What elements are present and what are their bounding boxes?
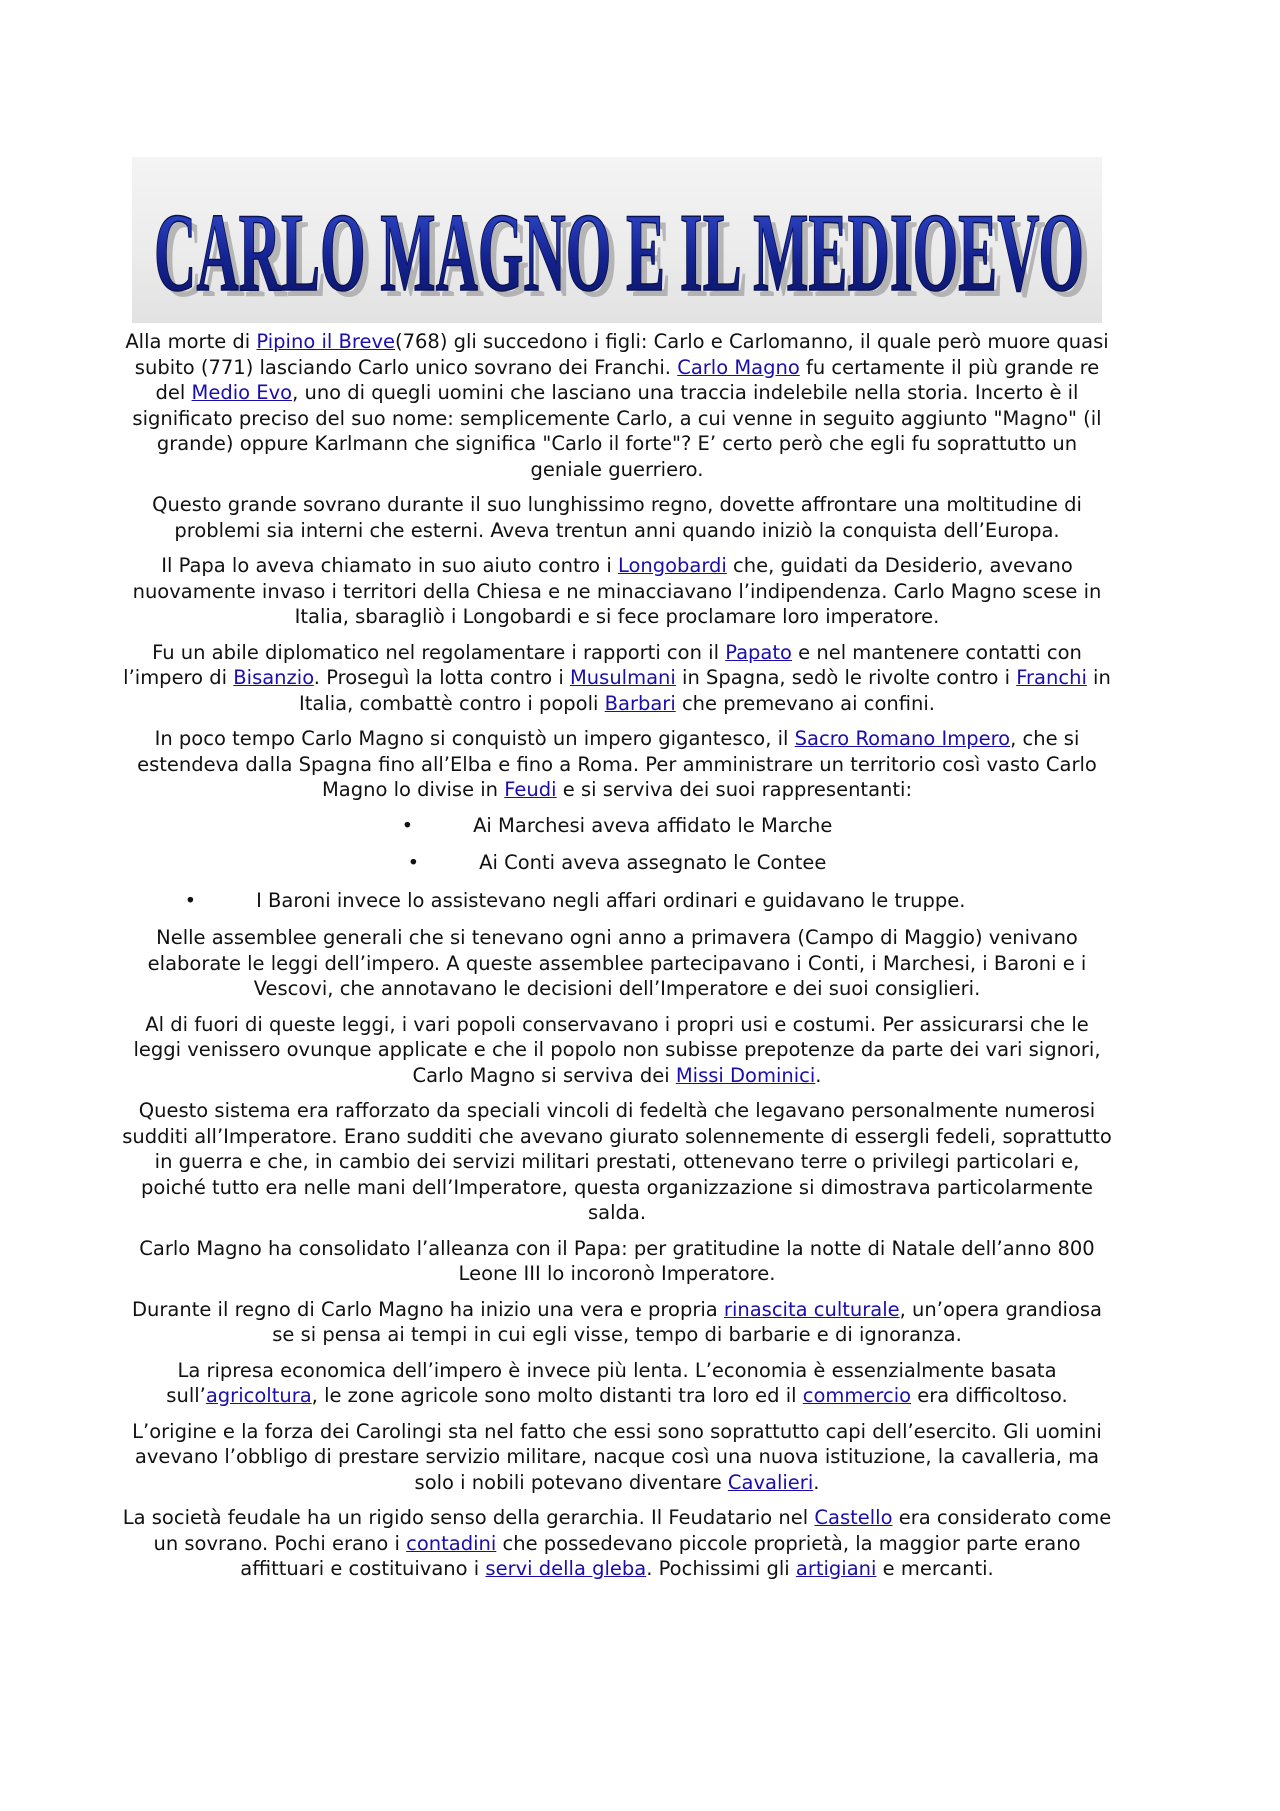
text: , un’opera grandiosa se si pensa ai tempi in cui egli visse, tempo di barbarie e di ignoranza. (272, 1297, 1102, 1346)
text: e nel mantenere contatti con l’impero di (123, 640, 1082, 689)
link-contadini[interactable]: contadini (406, 1531, 497, 1555)
link-franchi[interactable]: Franchi (1016, 666, 1087, 689)
text: Durante il regno di Carlo Magno ha inizio una vera e propria (132, 1297, 724, 1321)
list-item-text: I Baroni invece lo assistevano negli affari ordinari e guidavano le truppe. (256, 888, 966, 912)
link-barbari[interactable]: Barbari (604, 691, 676, 715)
banner-title-shadow: CARLO MAGNO E IL MEDIOEVO (160, 197, 1090, 321)
bullet-list (120, 813, 1114, 914)
list-item (78, 888, 1072, 914)
text: . (815, 1063, 822, 1087)
paragraph-10 (120, 1297, 1114, 1348)
text: era difficoltoso. (911, 1384, 1068, 1407)
link-feudi[interactable]: Feudi (504, 778, 557, 801)
text: e si serviva dei suoi rappresentanti: (556, 778, 913, 801)
text: in Spagna, sedò le rivolte contro i (675, 666, 1017, 689)
text: che possedevano piccole proprietà, la maggior parte erano affittuari e costituivano i (240, 1531, 1081, 1580)
link-castello[interactable]: Castello (814, 1506, 893, 1529)
bullet-icon: • (407, 851, 420, 874)
paragraph-1 (120, 329, 1114, 482)
link-missi-dominici[interactable]: Missi Dominici (675, 1063, 816, 1087)
text: L’origine e la forza dei Carolingi sta nel fatto che essi sono soprattutto capi dell’esercito. Gli uomini avevano l’obbligo di prestare servizio militare, nacque così una nuova istituzione, la cavalleria, ma solo i nobili potevano diventare (132, 1419, 1102, 1494)
paragraph-9 (120, 1236, 1114, 1287)
text: Nelle assemblee generali che si tenevano ogni anno a primavera (Campo di Maggio) venivano elaborate le leggi dell’impero. A queste assemblee partecipavano i Conti, i Marchesi, i Baroni e i Vescovi, che annotavano le decisioni dell’Imperatore e dei suoi consiglieri. (147, 926, 1087, 1000)
text: Questo grande sovrano durante il suo lunghissimo regno, dovette affrontare una moltitudine di problemi sia interni che esterni. Aveva trentun anni quando iniziò la conquista dell’Europa. (152, 493, 1082, 542)
list-item-text: Ai Marchesi aveva affidato le Marche (473, 813, 833, 837)
link-servi-della-gleba[interactable]: servi della gleba (485, 1557, 647, 1580)
link-artigiani[interactable]: artigiani (795, 1557, 877, 1580)
link-sacro-romano-impero[interactable]: Sacro Romano Impero (794, 727, 1011, 750)
link-medio-evo[interactable]: Medio Evo (191, 381, 293, 404)
paragraph-6 (120, 925, 1114, 1002)
text: Il Papa lo aveva chiamato in suo aiuto contro i (161, 554, 618, 577)
paragraph-12 (120, 1419, 1114, 1496)
paragraph-7 (120, 1012, 1114, 1089)
text: Alla morte di (125, 330, 257, 353)
link-cavalieri[interactable]: Cavalieri (727, 1470, 814, 1494)
text: . Proseguì la lotta contro i (313, 666, 570, 689)
text: che premevano ai confini. (675, 691, 935, 715)
list-item-text: Ai Conti aveva assegnato le Contee (479, 851, 827, 874)
text: fu certamente il più grande re del (155, 355, 1100, 404)
paragraph-5 (120, 726, 1114, 803)
link-rinascita-culturale[interactable]: rinascita culturale (723, 1297, 900, 1321)
paragraph-11 (120, 1358, 1114, 1409)
text: Fu un abile diplomatico nel regolamentare i rapporti con il (152, 640, 726, 664)
paragraph-8 (120, 1098, 1114, 1226)
bullet-icon: • (401, 813, 414, 837)
bullet-icon: • (184, 888, 197, 912)
text: . Pochissimi gli (646, 1557, 796, 1580)
link-longobardi[interactable]: Longobardi (617, 554, 727, 577)
list-item (120, 813, 1114, 839)
link-bisanzio[interactable]: Bisanzio (233, 666, 314, 689)
article-body (120, 329, 1114, 1592)
text: . (813, 1470, 820, 1494)
paragraph-3 (120, 553, 1114, 630)
paragraph-4 (120, 640, 1114, 717)
text: Carlo Magno ha consolidato l’alleanza con il Papa: per gratitudine la notte di Natale dell’anno 800 Leone III lo incoronò Imperatore. (139, 1236, 1095, 1285)
text: La ripresa economica dell’impero è invece più lenta. L’economia è essenzialmente basata sull’ (166, 1358, 1057, 1407)
text: che, guidati da Desiderio, avevano nuovamente invaso i territori della Chiesa e ne minacciavano l’indipendenza. Carlo Magno scese in Italia, sbaragliò i Longobardi e si fece proclamare loro imperatore. (132, 554, 1102, 628)
link-agricoltura[interactable]: agricoltura (205, 1384, 312, 1407)
link-pipino-il-breve[interactable]: Pipino il Breve (256, 330, 395, 353)
text: , uno di quegli uomini che lasciano una traccia indelebile nella storia. Incerto è il significato preciso del suo nome: semplicemente Carlo, a cui venne in seguito aggiunto "Magno" (il grande) oppure Karlmann che significa "Carlo il forte"? E’ certo però che egli fu soprattutto un geniale guerriero. (132, 381, 1102, 481)
link-papato[interactable]: Papato (725, 640, 792, 664)
text: Questo sistema era rafforzato da speciali vincoli di fedeltà che legavano personalmente numerosi sudditi all’Imperatore. Erano sudditi che avevano giurato solennemente di essergli fedeli, soprattutto in guerra e che, in cambio dei servizi militari prestati, ottenevano terre o privilegi particolari e, poiché tutto era nelle mani dell’Imperatore, questa organizzazione si dimostrava particolarmente salda. (122, 1099, 1112, 1224)
text: e mercanti. (876, 1557, 994, 1580)
banner-title: CARLO MAGNO E IL MEDIOEVO (154, 191, 1084, 315)
text: La società feudale ha un rigido senso della gerarchia. Il Feudatario nel (122, 1506, 815, 1529)
title-banner (132, 157, 1102, 323)
text: (768) gli succedono i figli: Carlo e Carlomanno, il quale però muore quasi subito (771) lasciando Carlo unico sovrano dei Franchi. (134, 330, 1109, 379)
link-commercio[interactable]: commercio (802, 1384, 912, 1407)
title-banner-graphic (132, 157, 1102, 323)
paragraph-13 (120, 1505, 1114, 1582)
text: In poco tempo Carlo Magno si conquistò un impero gigantesco, il (154, 727, 795, 750)
paragraph-2 (120, 492, 1114, 543)
text: Al di fuori di queste leggi, i vari popoli conservavano i propri usi e costumi. Per assicurarsi che le leggi venissero ovunque applicate e che il popolo non subisse prepotenze da parte dei vari signori, Carlo Magno si serviva dei (133, 1012, 1101, 1087)
list-item (120, 850, 1114, 876)
text: era considerato come un sovrano. Pochi erano i (153, 1506, 1112, 1555)
link-carlo-magno[interactable]: Carlo Magno (677, 355, 800, 379)
text: in Italia, combattè contro i popoli (299, 666, 1111, 715)
text: , che si estendeva dalla Spagna fino all’Elba e fino a Roma. Per amministrare un territorio così vasto Carlo Magno lo divise in (137, 727, 1097, 801)
link-musulmani[interactable]: Musulmani (569, 666, 676, 689)
text: , le zone agricole sono molto distanti tra loro ed il (311, 1384, 803, 1407)
